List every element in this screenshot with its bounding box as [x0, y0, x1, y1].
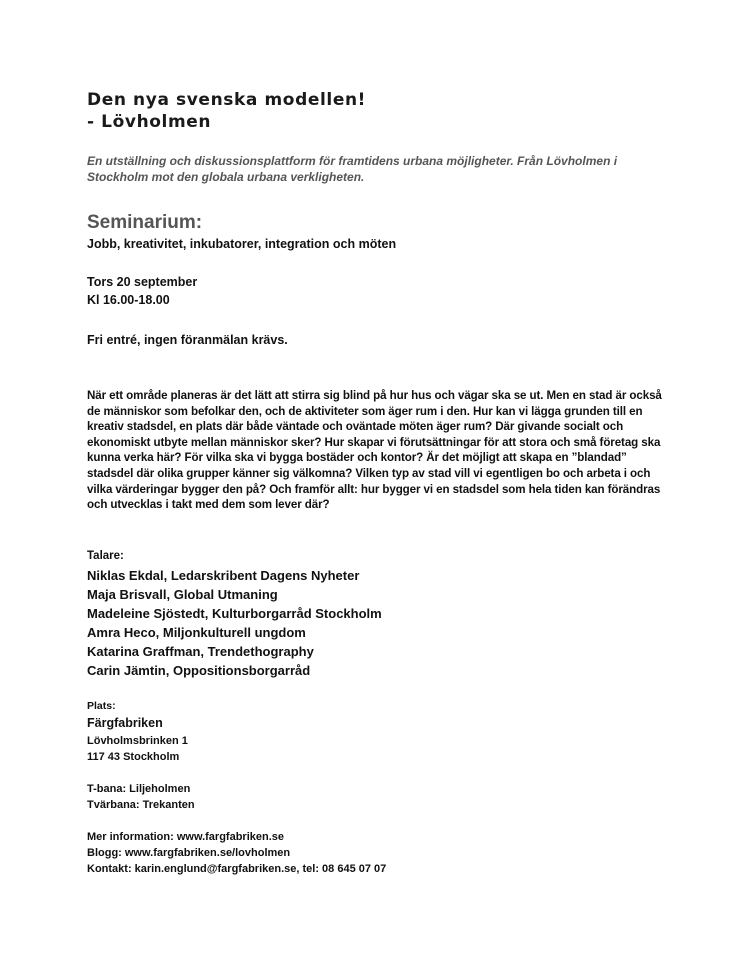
- speaker-item: Amra Heco, Miljonkulturell ungdom: [87, 625, 306, 640]
- speaker-item: Maja Brisvall, Global Utmaning: [87, 587, 278, 602]
- speaker-item: Carin Jämtin, Oppositionsborgarråd: [87, 663, 311, 678]
- seminar-subtitle: Jobb, kreativitet, inkubatorer, integration och möten: [87, 237, 397, 251]
- speaker-item: Madeleine Sjöstedt, Kulturborgarråd Stockholm: [87, 606, 382, 621]
- speaker-item: Niklas Ekdal, Ledarskribent Dagens Nyheter: [87, 568, 360, 583]
- body-paragraph: När ett område planeras är det lätt att stirra sig blind på hur hus och vägar ska se ut. Men en stad är också de människor som befolkar den, och de aktiviteter som äger rum i den. Hur kan vi lägga grunden till en kreativ stadsdel, en plats där både väntade och oväntade möten äger rum? Där givande socialt och ekonomiskt utbyte mellan människor sker? Hur skapar vi förutsättningar för att stora och små företag ska kunna verka här? För vilka ska vi bygga bostäder och kontor? Är det möjligt att skapa en ”blandad” stadsdel där olika grupper känner sig välkomna? Vilken typ av stad vill vi egentligen bo och arbeta i och vilka värderingar bygger den på? Och framför allt: hur bygger vi en stadsdel som hela tiden kan förändras och utvecklas i takt med dem som lever där?: [87, 389, 662, 512]
- event-date: Tors 20 september: [87, 275, 198, 289]
- venue-name: Färgfabriken: [87, 716, 163, 730]
- seminar-heading: Seminarium:: [87, 212, 203, 233]
- venue-city: 117 43 Stockholm: [87, 751, 180, 763]
- blog-line: Blogg: www.fargfabriken.se/lovholmen: [87, 847, 291, 859]
- contact-line: Kontakt: karin.englund@fargfabriken.se, tel: 08 645 07 07: [87, 863, 387, 875]
- tbana-line: T-bana: Liljeholmen: [87, 783, 191, 795]
- title-line-2: - Lövholmen: [87, 112, 212, 132]
- intro-text: En utställning och diskussionsplattform för framtidens urbana möjligheter. Från Lövholmen i Stockholm mot den globala urbana verkligheten.: [87, 154, 618, 184]
- speaker-item: Katarina Graffman, Trendethography: [87, 644, 314, 659]
- admission-note: Fri entré, ingen föranmälan krävs.: [87, 333, 288, 347]
- event-time: Kl 16.00-18.00: [87, 293, 170, 307]
- event-schedule: [87, 273, 197, 309]
- title-line-1: Den nya svenska modellen!: [87, 90, 367, 110]
- speakers-list: [87, 566, 382, 680]
- document-title: [87, 89, 366, 133]
- venue-label: Plats:: [87, 700, 116, 712]
- venue-street: Lövholmsbrinken 1: [87, 735, 188, 747]
- more-info-line: Mer information: www.fargfabriken.se: [87, 831, 285, 843]
- contact-info: [87, 829, 386, 877]
- venue-address: [87, 733, 188, 765]
- speakers-label: Talare:: [87, 550, 124, 562]
- transport-info: [87, 782, 195, 813]
- tvarbana-line: Tvärbana: Trekanten: [87, 798, 195, 811]
